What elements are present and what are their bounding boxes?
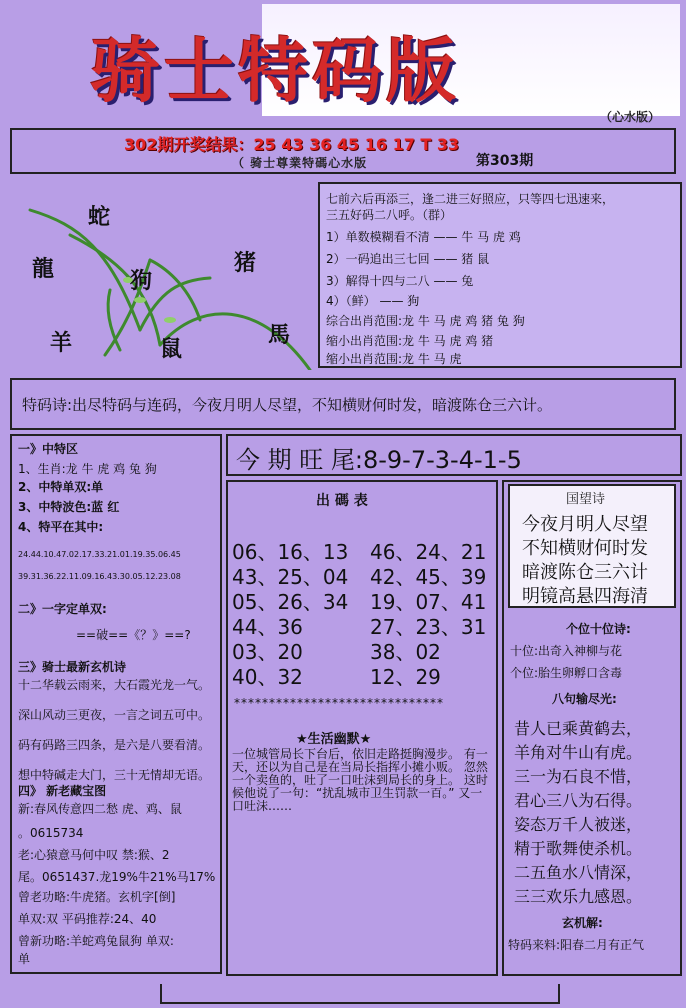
eight-poem-line: 羊角对牛山有虎。 [514,743,643,762]
draw-result: 302期开奖结果：25 43 36 45 16 17 T 33 [124,135,460,154]
code-cell: 19、07、41 [370,590,487,614]
zodiac-label: 蛇 [88,204,111,230]
poem-line: 想中特碱走大门，三十无情却无语。 [18,768,211,782]
list-item: 老:心猿意马何中叹 禁:猴、2 [18,848,170,862]
poem-line: 码有码路三四条，是六是八要看清。 [18,738,211,752]
code-cell: 03、20 [232,640,303,664]
xuanji-title: 玄机解: [562,916,603,930]
code-cell: 12、29 [370,665,441,689]
riddle-box [318,182,682,368]
list-item: 单 [18,952,31,966]
riddle-line: 缩小出肖范围:龙 牛 马 虎 [326,352,462,366]
digits-ones: 个位:胎生卵孵口含毒 [510,666,623,680]
humor-text: 一位城管局长下台后，依旧走路挺胸漫步。 有一天，还以为自己是在当局长指挥小摊小贩。 忽然一个卖鱼的，吐了一口吐沫到局长的身上。 这时候他说了一句：“扰乱城市卫生罚款一百。” 又一口吐沫…… [232,747,488,813]
left-column [10,434,222,974]
guowang-title: 国望诗 [566,492,606,507]
zodiac-label: 龍 [32,256,55,282]
number-list: 24.44.10.47.02.17.33.21.01.19.35.06.45 [18,550,181,559]
riddle-line: 三五好码二八呼。（群） [326,208,453,222]
riddle-line: 七前六后再添三，逢二进三好照应，只等四七迅速来， [326,192,615,206]
section-heading: 三》骑士最新玄机诗 [18,660,127,674]
list-item: 曾新功略:羊蛇鸡兔鼠狗 单双: [18,934,174,948]
list-item: 4、特平在其中: [18,520,104,534]
list-item: 新:春风传意四二愁 虎、鸡、鼠 [18,802,182,816]
hot-tail-label: 今 期 旺 尾: [236,446,363,474]
digits-tens: 十位:出奇入神柳与花 [510,644,623,658]
section-heading: 二》一字定单双: [18,602,107,616]
guowang-line: 暗渡陈仓三六计 [522,562,648,583]
riddle-line: 缩小出肖范围:龙 牛 马 虎 鸡 猪 [326,334,494,348]
xuanji-text: 特码来料:阳春二月有正气 [508,938,645,952]
hot-tail [236,440,522,475]
list-item: 3、中特波色:蓝 红 [18,500,120,514]
edition-label: （心水版） [600,110,661,124]
zodiac-label: 狗 [130,268,153,294]
guowang-line: 不知横财何时发 [522,538,648,559]
riddle-line: 4）（鲜） —— 狗 [326,294,420,308]
star-divider: ****************************** [234,696,444,710]
code-cell: 27、23、31 [370,615,487,639]
riddle-line: 2）一码追出三七回 —— 猪 鼠 [326,252,490,266]
eight-poem-line: 三三欢乐九感恩。 [514,887,643,906]
code-cell: 42、45、39 [370,565,487,589]
riddle-line: 1）单数模糊看不清 —— 牛 马 虎 鸡 [326,230,521,244]
code-cell: 38、02 [370,640,441,664]
list-item: 单双:双 平码推荐:24、40 [18,912,157,926]
eight-poem-line: 姿态万千人被迷， [514,815,643,834]
section-heading: 四》 新老藏宝图 [18,784,107,798]
code-cell: 05、26、34 [232,590,349,614]
hot-tail-value: 8-9-7-3-4-1-5 [362,446,522,474]
zodiac-label: 鼠 [160,336,183,362]
eight-poem-line: 昔人已乘黄鹤去， [514,719,643,738]
eight-poem-line: 二五鱼水八情深， [514,863,643,882]
zodiac-label: 羊 [50,330,73,356]
zodiac-label: 馬 [268,322,291,348]
number-list: 39.31.36.22.11.09.16.43.30.05.12.23.08 [18,572,181,581]
poem-line: 十二华载云雨来，大石霞光龙一气。 [18,678,211,692]
guowang-line: 明镜高悬四海清 [522,586,648,607]
code-cell: 40、32 [232,665,303,689]
eight-poem-title: 八句输尽光: [552,692,617,706]
bottom-bar [160,984,560,1004]
eight-poem-line: 精于歌舞使杀机。 [514,839,643,858]
poem-line: 深山风动三更夜，一言之词五可中。 [18,708,211,722]
special-code-poem: 特码诗:出尽特码与连码，今夜月明人尽望，不知横财何时发，暗渡陈仓三六计。 [22,396,553,414]
riddle-line: 综合出肖范围:龙 牛 马 虎 鸡 猪 兔 狗 [326,314,525,328]
list-item: 2、中特单双:单 [18,480,104,494]
code-cell: 46、24、21 [370,540,487,564]
list-item: ==破==《？》==? [76,628,191,642]
zodiac-label: 猪 [234,250,257,276]
eight-poem-line: 君心三八为石得。 [514,791,643,810]
humor-title: ★生活幽默★ [296,732,372,747]
riddle-line: 3）解得十四与二八 —— 兔 [326,274,474,288]
issue-number: 第303期 [476,153,534,169]
zodiac-illustration [10,180,316,370]
guowang-line: 今夜月明人尽望 [522,514,648,535]
list-item: 。0615734 [18,826,84,840]
list-item: 曾老功略:牛虎猪。玄机字[倒] [18,890,176,904]
list-item: 尾。0651437.龙19%牛21%马17% [18,870,216,884]
code-cell: 06、16、13 [232,540,349,564]
code-cell: 44、36 [232,615,303,639]
digits-title: 个位十位诗: [566,622,631,636]
codes-title: 出 碼 表 [316,493,368,509]
list-item: 1、生肖:龙 牛 虎 鸡 兔 狗 [18,462,157,476]
eight-poem-line: 三一为石良不惜， [514,767,643,786]
code-cell: 43、25、04 [232,565,349,589]
subtitle: （ 骑士尊業特碼心水版 [232,156,368,170]
page-title: 骑士特码版 [90,29,460,112]
section-heading: 一》中特区 [18,442,79,456]
